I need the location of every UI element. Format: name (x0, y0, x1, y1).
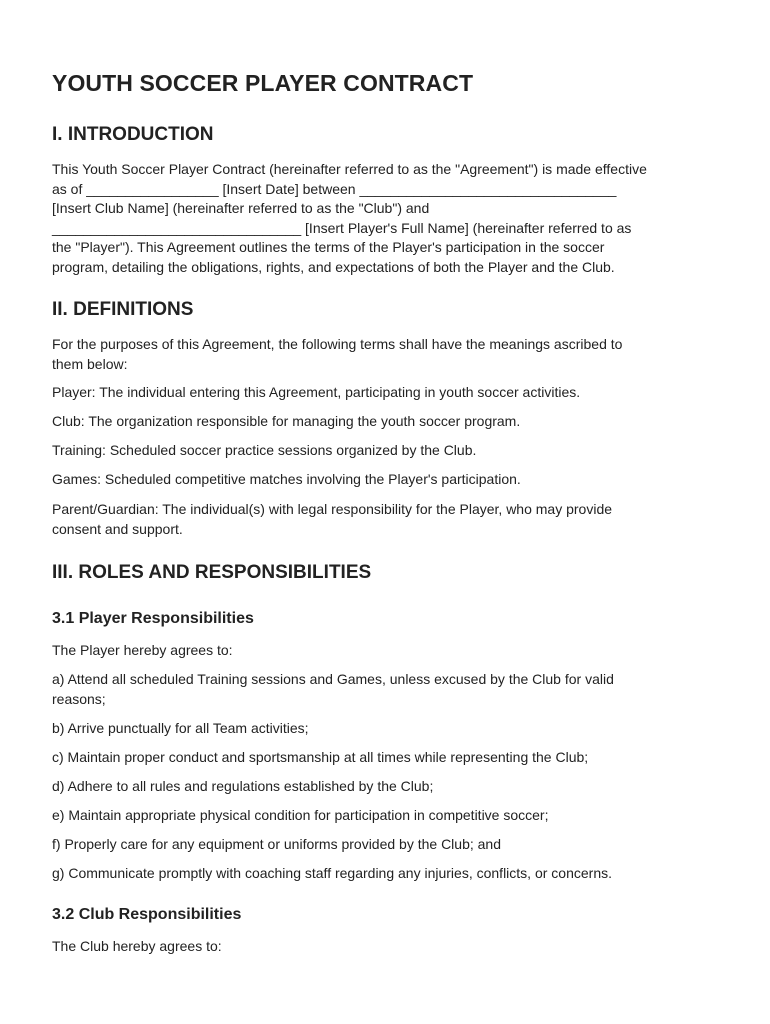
definitions-intro-line: them below: (52, 355, 128, 372)
player-item-a-line: a) Attend all scheduled Training sessions and Games, unless excused by the Club for valid (52, 671, 614, 687)
definition-player: Player: The individual entering this Agreement, participating in youth soccer activities. (52, 384, 581, 400)
introduction-line: program, detailing the obligations, rights, and expectations of both the Player and the Club. (52, 258, 615, 275)
roles-heading: III. ROLES AND RESPONSIBILITIES (52, 562, 372, 583)
introduction-line: This Youth Soccer Player Contract (hereinafter referred to as the "Agreement") is made effective (52, 161, 647, 177)
definition-guardian-line: consent and support. (52, 520, 183, 537)
player-item-f: f) Properly care for any equipment or uniforms provided by the Club; and (52, 836, 502, 852)
club-responsibilities-intro: The Club hereby agrees to: (52, 938, 222, 954)
player-item-g: g) Communicate promptly with coaching staff regarding any injuries, conflicts, or concerns. (52, 865, 612, 881)
introduction-line: ________________________________ [Insert Player's Full Name] (hereinafter referred to as (52, 219, 632, 236)
introduction-line: [Insert Club Name] (hereinafter referred to as the "Club") and (52, 200, 430, 216)
definition-club: Club: The organization responsible for managing the youth soccer program. (52, 413, 521, 429)
player-item-a (52, 670, 722, 709)
player-item-c: c) Maintain proper conduct and sportsmanship at all times while representing the Club; (52, 749, 589, 765)
introduction-line: the "Player"). This Agreement outlines the terms of the Player's participation in the soccer (52, 239, 605, 255)
definition-games: Games: Scheduled competitive matches involving the Player's participation. (52, 471, 521, 487)
definitions-heading: II. DEFINITIONS (52, 299, 194, 320)
definitions-intro (52, 335, 722, 374)
player-responsibilities-intro: The Player hereby agrees to: (52, 642, 233, 658)
definition-parent-guardian (52, 500, 722, 539)
player-item-d: d) Adhere to all rules and regulations established by the Club; (52, 778, 434, 794)
definitions-intro-line: For the purposes of this Agreement, the following terms shall have the meanings ascribed to (52, 336, 623, 352)
introduction-paragraph (52, 160, 722, 277)
document-title: YOUTH SOCCER PLAYER CONTRACT (52, 70, 474, 96)
club-responsibilities-heading: 3.2 Club Responsibilities (52, 906, 242, 923)
player-item-a-line: reasons; (52, 690, 106, 707)
definition-training: Training: Scheduled soccer practice sessions organized by the Club. (52, 442, 477, 458)
introduction-line: as of _________________ [Insert Date] between _________________________________ (52, 180, 617, 197)
definition-guardian-line: Parent/Guardian: The individual(s) with legal responsibility for the Player, who may provide (52, 501, 613, 517)
player-item-b: b) Arrive punctually for all Team activities; (52, 720, 309, 736)
player-responsibilities-heading: 3.1 Player Responsibilities (52, 610, 254, 627)
introduction-heading: I. INTRODUCTION (52, 124, 214, 145)
player-item-e: e) Maintain appropriate physical condition for participation in competitive soccer; (52, 807, 549, 823)
